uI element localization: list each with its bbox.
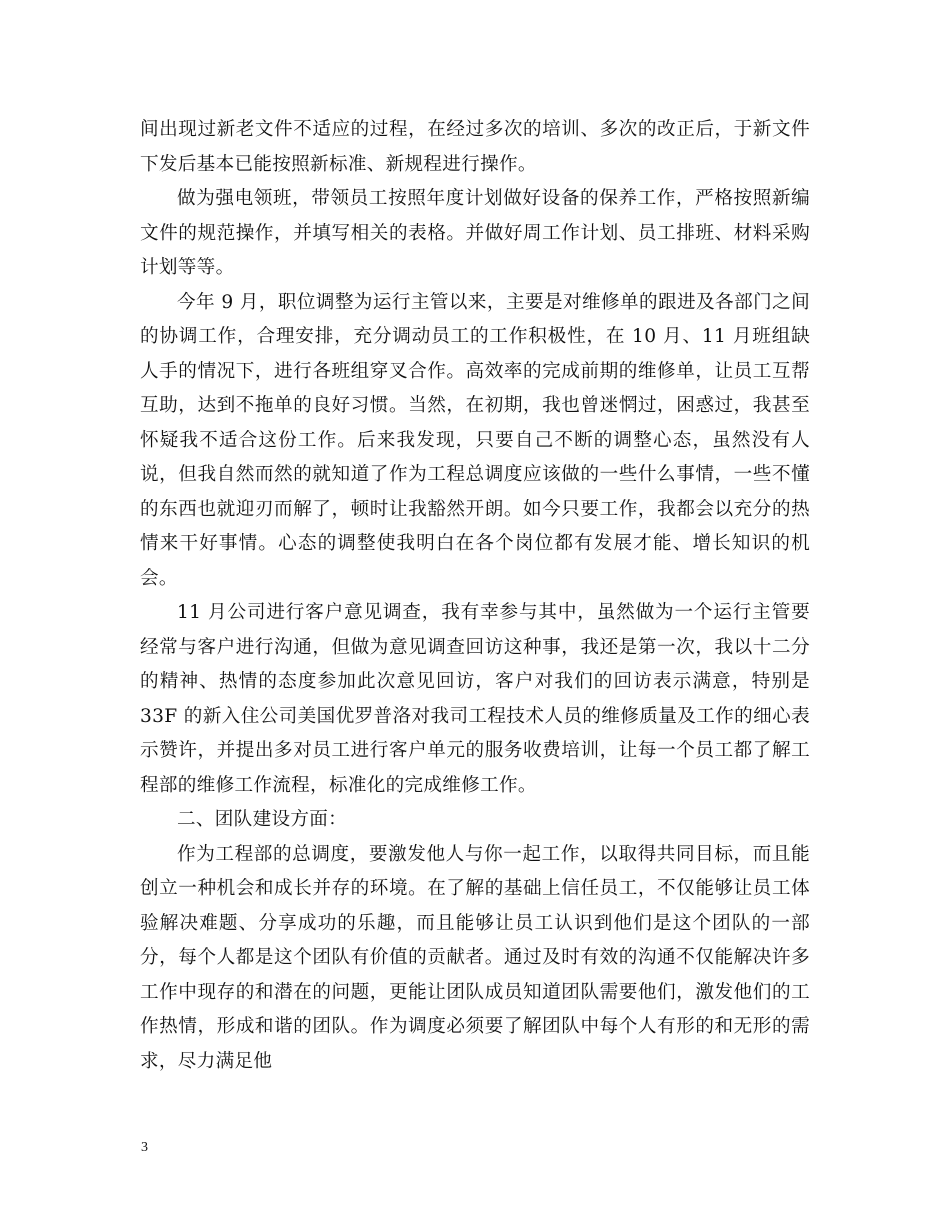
- paragraph-maintenance-work: 做为强电领班，带领员工按照年度计划做好设备的保养工作，严格按照新编文件的规范操作，并填写相关的表格。并做好周工作计划、员工排班、材料采购计划等等。: [140, 188, 810, 278]
- document-body: [140, 113, 810, 1079]
- paragraph-continuation: 间出现过新老文件不适应的过程，在经过多次的培训、多次的改正后，于新文件下发后基本已能按照新标准、新规程进行操作。: [140, 119, 810, 175]
- paragraph-position-adjustment: 今年 9 月，职位调整为运行主管以来，主要是对维修单的跟进及各部门之间的协调工作，合理安排，充分调动员工的工作积极性，在 10 月、11 月班组缺人手的情况下，进行各班组穿叉合作。高效率的完成前期的维修单，让员工互帮互助，达到不拖单的良好习惯。当然，在初期，我也曾迷惘过，困惑过，我甚至怀疑我不适合这份工作。后来我发现，只要自己不断的调整心态，虽然没有人说，但我自然而然的就知道了作为工程总调度应该做的一些什么事情，一些不懂的东西也就迎刃而解了，顿时让我豁然开朗。如今只要工作，我都会以充分的热情来干好事情。心态的调整使我明白在各个岗位都有发展才能、增长知识的机会。: [140, 291, 810, 589]
- section-heading-team-building: 二、团队建设方面：: [177, 809, 348, 830]
- page-number: 3: [141, 1140, 148, 1155]
- paragraph-team-building: 作为工程部的总调度，要激发他人与你一起工作，以取得共同目标，而且能创立一种机会和成长并存的环境。在了解的基础上信任员工，不仅能够让员工体验解决难题、分享成功的乐趣，而且能够让员工认识到他们是这个团队的一部分，每个人都是这个团队有价值的贡献者。通过及时有效的沟通不仅能解决许多工作中现存的和潜在的问题，更能让团队成员知道团队需要他们，激发他们的工作热情，形成和谐的团队。作为调度必须要了解团队中每个人有形的和无形的需求，尽力满足他: [140, 843, 810, 1072]
- paragraph-customer-survey: 11 月公司进行客户意见调查，我有幸参与其中，虽然做为一个运行主管要经常与客户进行沟通，但做为意见调查回访这种事，我还是第一次，我以十二分的精神、热情的态度参加此次意见回访，客户对我们的回访表示满意，特别是 33F 的新入住公司美国优罗普洛对我司工程技术人员的维修质量及工作的细心表示赞许，并提出多对员工进行客户单元的服务收费培训，让每一个员工都了解工程部的维修工作流程，标准化的完成维修工作。: [140, 602, 810, 796]
